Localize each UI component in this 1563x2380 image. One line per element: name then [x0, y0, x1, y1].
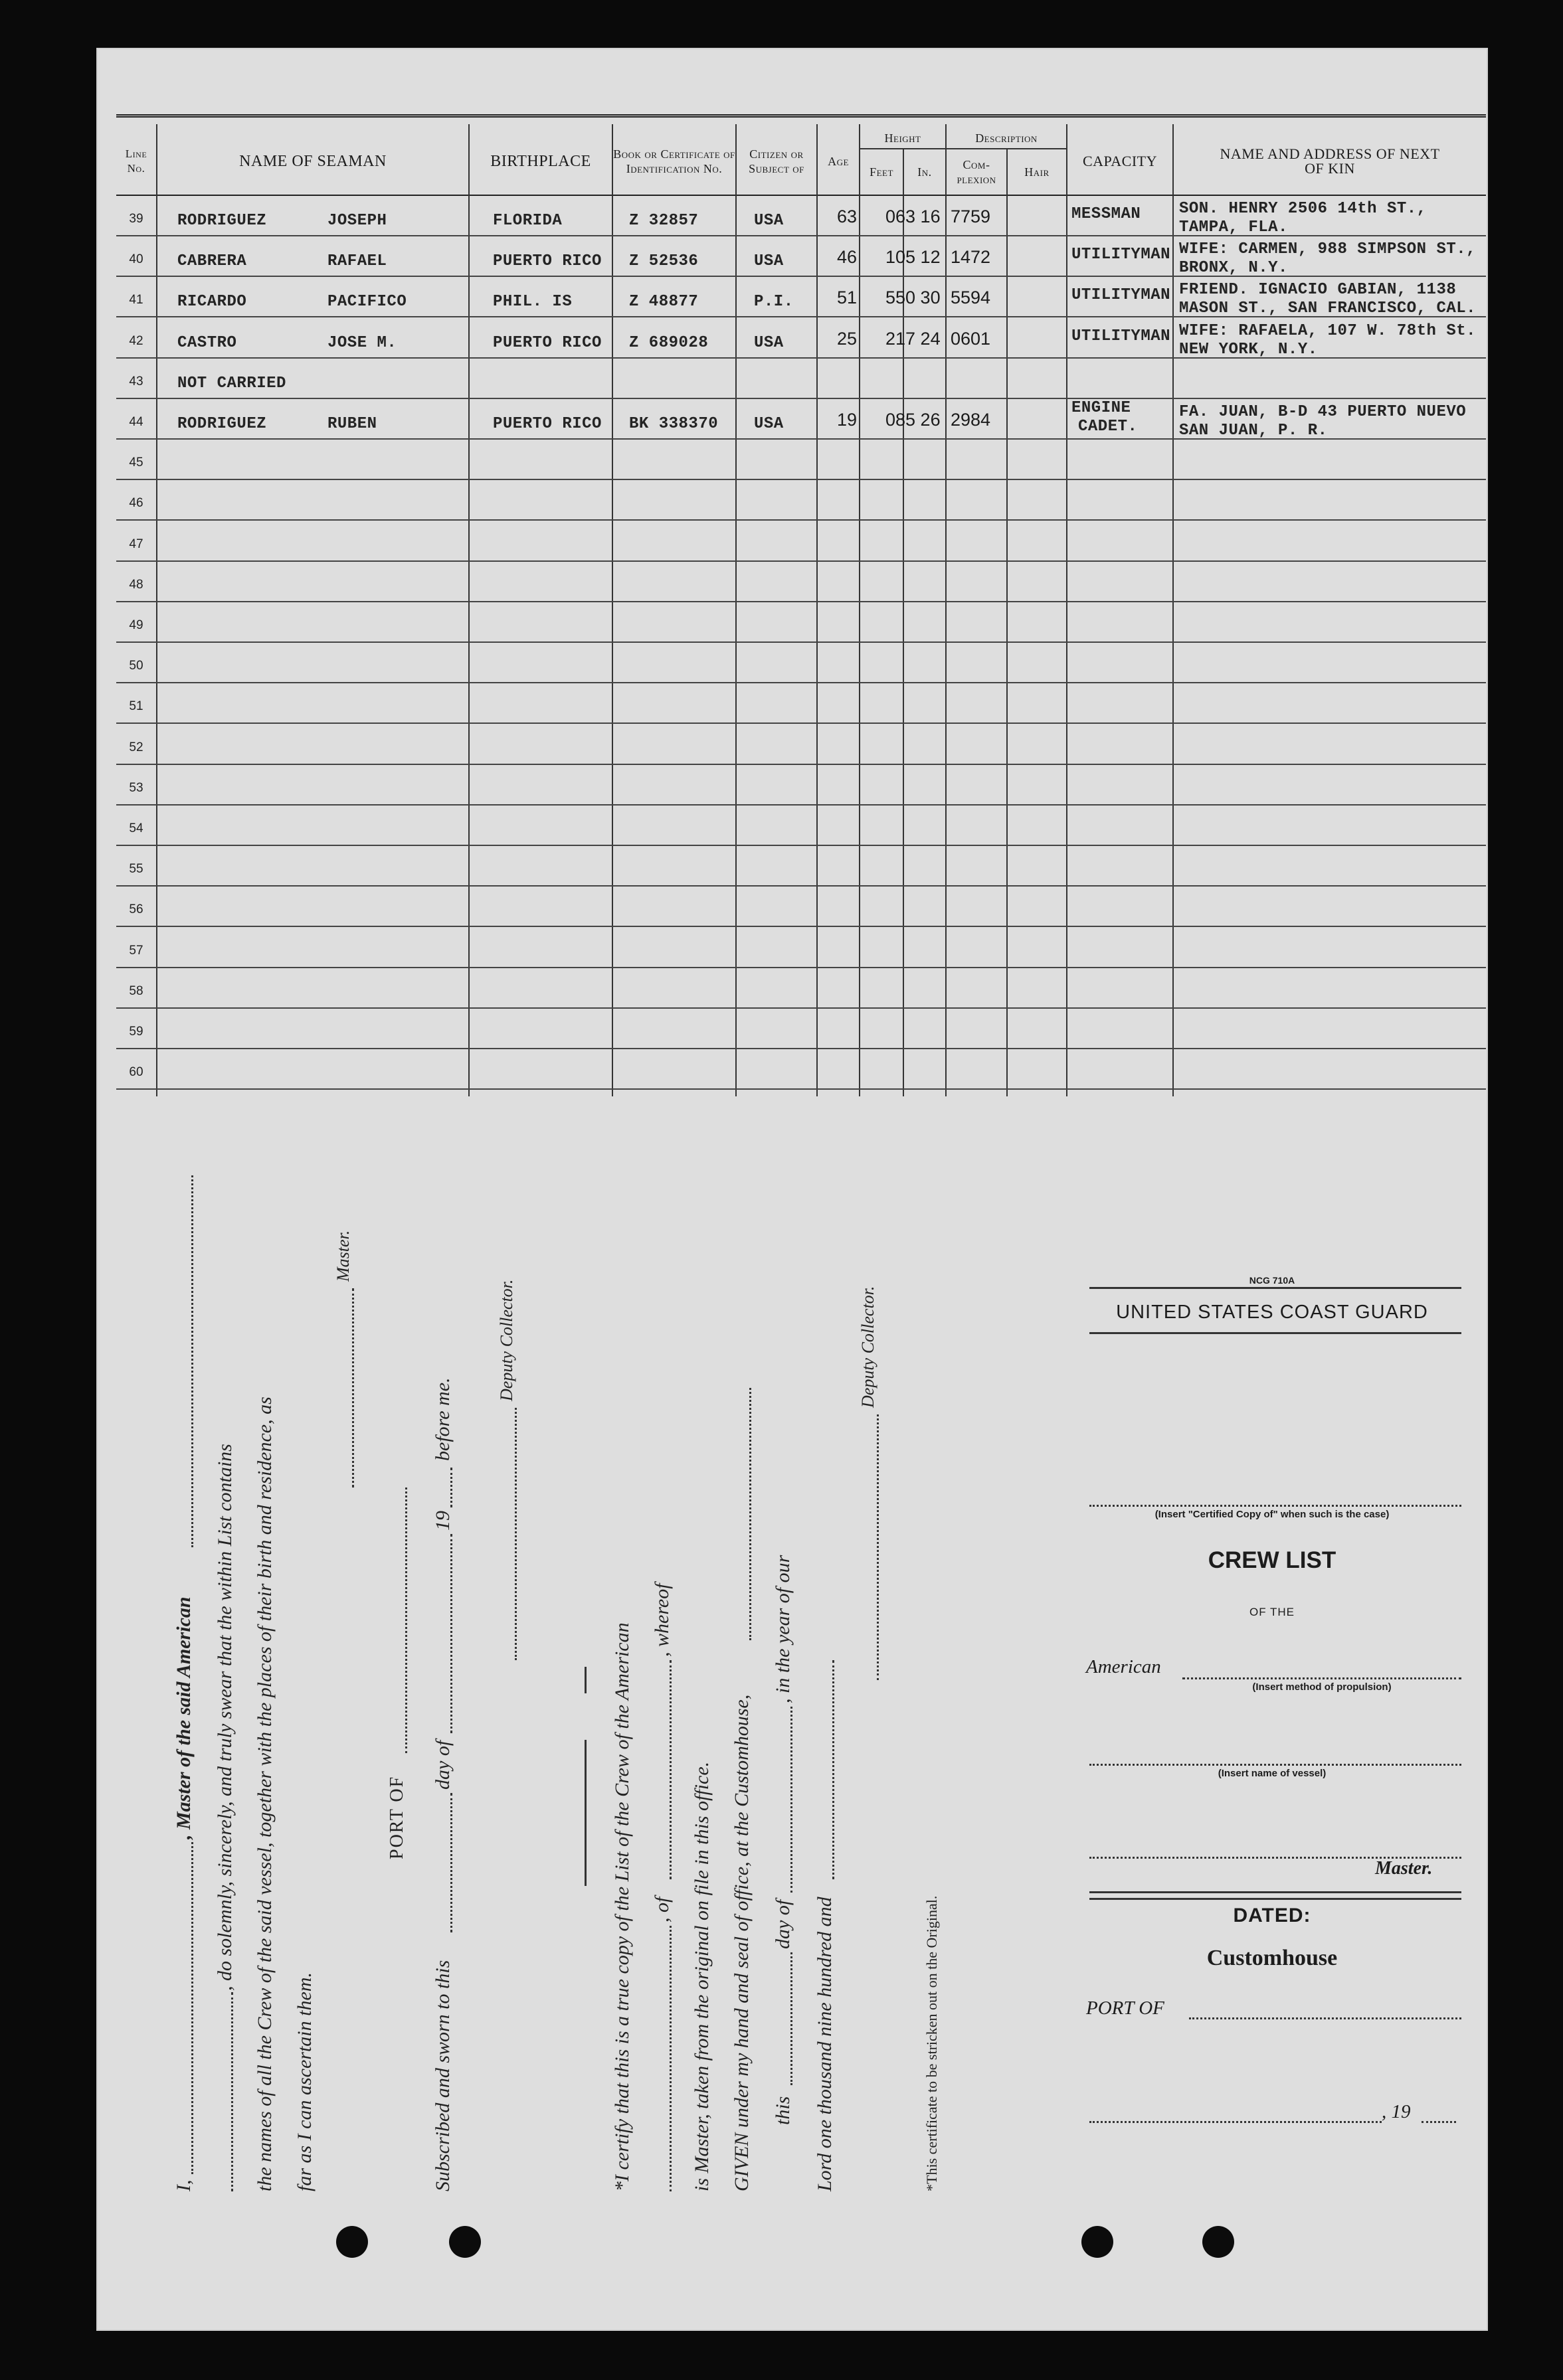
- certify-line-1: *I certify that this is a true copy of the List of the Crew of the American: [611, 1622, 633, 2191]
- line-number: 51: [129, 699, 143, 714]
- cell-compl: 0601: [951, 328, 991, 349]
- master-signature-blank: [352, 1288, 354, 1488]
- insert-certified-note: (Insert "Certified Copy of" when such is the case): [1154, 1509, 1390, 1520]
- cell-capacity: UTILITYMAN: [1071, 246, 1171, 264]
- cell-book: Z 689028: [629, 333, 709, 352]
- day-of-label: day of: [432, 1740, 454, 1790]
- agency-name: UNITED STATES COAST GUARD: [1116, 1302, 1428, 1323]
- oath-line-4: far as I can ascertain them.: [294, 1972, 316, 2191]
- cell-first: JOSEPH: [327, 212, 387, 230]
- port-of-blank: [405, 1488, 407, 1753]
- master-label-cover: Master.: [1375, 1858, 1433, 1879]
- cell-citizen: USA: [754, 415, 784, 433]
- table-row: [116, 438, 1486, 480]
- table-row: [116, 967, 1486, 1009]
- line-number: 55: [129, 862, 143, 877]
- certified-copy-blank: [1089, 1505, 1461, 1507]
- cell-kin1: WIFE: CARMEN, 988 SIMPSON ST.,: [1179, 240, 1477, 259]
- propulsion-blank: [1182, 1677, 1461, 1679]
- punch-hole: [1081, 2226, 1113, 2258]
- header-name: NAME OF SEAMAN: [239, 153, 387, 170]
- cell-feet-in: 085 26: [885, 410, 941, 430]
- table-row: [116, 317, 1486, 359]
- certify-line-3: is Master, taken from the original on file in this office.: [691, 1761, 713, 2191]
- cell-last: CASTRO: [177, 333, 237, 352]
- this-label: this: [772, 2096, 794, 2125]
- deputy2-signature-blank: [877, 1414, 879, 1680]
- customhouse-label: Customhouse: [1206, 1946, 1338, 1970]
- given-day-of-label: day of: [772, 1899, 794, 1949]
- cell-kin1: FRIEND. IGNACIO GABIAN, 1138: [1179, 281, 1457, 299]
- line-number: 49: [129, 618, 143, 632]
- cell-age: 63: [837, 207, 858, 226]
- subscribed-label: Subscribed and sworn to this: [432, 1960, 454, 2191]
- cell-citizen: USA: [754, 212, 784, 230]
- header-capacity: CAPACITY: [1083, 153, 1157, 169]
- cover-panel-lower: [1083, 1806, 1461, 2045]
- crew-table: [116, 114, 1486, 1096]
- line-number: 53: [129, 780, 143, 795]
- line-number: 56: [129, 902, 143, 917]
- cell-feet-in: 105 12: [885, 247, 941, 268]
- vessel-name-blank: [191, 1175, 193, 1547]
- line-number: 44: [129, 415, 143, 429]
- header-feet: Feet: [870, 165, 893, 179]
- separator-rule-short: [585, 1667, 587, 1693]
- header-height: Height: [884, 131, 921, 145]
- master-name-blank: [191, 1842, 193, 2174]
- given-month-blank: [790, 1707, 792, 1893]
- cell-kin2: BRONX, N.Y.: [1179, 259, 1288, 278]
- deputy-collector-2-label: Deputy Collector.: [858, 1286, 877, 1408]
- cell-last: RODRIGUEZ: [177, 212, 267, 230]
- cover-panel: [1083, 1275, 1461, 1806]
- table-row: [116, 804, 1486, 846]
- year-of-our-label: , in the year of our: [772, 1555, 794, 1703]
- certify-whereof-label: , whereof: [651, 1583, 673, 1657]
- table-row: [116, 398, 1486, 440]
- cell-kin2: TAMPA, FLA.: [1179, 218, 1288, 236]
- cell-last: RICARDO: [177, 293, 247, 311]
- oath-line-2: , do solemnly, sincerely, and truly swear that the within List contains: [214, 1444, 236, 1991]
- line-number: 41: [129, 293, 143, 307]
- cell-birthplace: PUERTO RICO: [493, 333, 602, 352]
- cell-citizen: USA: [754, 333, 784, 352]
- cell-book: BK 338370: [629, 415, 719, 433]
- deputy-signature-blank: [515, 1408, 517, 1660]
- oath-line-3: the names of all the Crew of the said vessel, together with the places of their birth and residence, as: [254, 1397, 276, 2191]
- cell-birthplace: PUERTO RICO: [493, 415, 602, 433]
- line-number: 60: [129, 1065, 143, 1080]
- header-citizen: Citizen or Subject of: [749, 147, 804, 175]
- header-birthplace: BIRTHPLACE: [490, 153, 591, 170]
- cell-last: CABRERA: [177, 252, 247, 271]
- cell-compl: 1472: [951, 247, 991, 268]
- certify-port-blank: [670, 1660, 672, 1879]
- punch-hole: [336, 2226, 368, 2258]
- cell-feet-in: 217 24: [885, 328, 941, 349]
- line-number: 39: [129, 212, 143, 226]
- line-number: 54: [129, 821, 143, 835]
- cell-compl: 5594: [951, 288, 991, 308]
- cell-age: 19: [837, 410, 858, 430]
- insert-vessel-note: (Insert name of vessel): [1218, 1768, 1327, 1779]
- cell-book: Z 48877: [629, 293, 699, 311]
- cell-last: RODRIGUEZ: [177, 415, 267, 433]
- table-row: [116, 764, 1486, 806]
- table-row: [116, 560, 1486, 602]
- table-row: [116, 276, 1486, 317]
- year-blank-cover: [1422, 2121, 1456, 2123]
- master-signature-label: Master.: [333, 1230, 353, 1282]
- oath-certificate: [159, 1155, 957, 2191]
- line-number: 42: [129, 333, 143, 348]
- oath-line-1-start: I,: [173, 2179, 195, 2191]
- footnote: *This certificate to be stricken out on the Original.: [923, 1895, 940, 2191]
- vessel-name-blank-cover: [1089, 1764, 1461, 1766]
- cell-first: RAFAEL: [327, 252, 387, 271]
- cell-capacity: MESSMAN: [1071, 205, 1141, 223]
- table-row: [116, 195, 1486, 236]
- line-number: 47: [129, 537, 143, 551]
- cell-last: NOT CARRIED: [177, 374, 286, 392]
- cover-rule: [1089, 1332, 1461, 1334]
- cell-book: Z 32857: [629, 212, 699, 230]
- port-of-label-cover: PORT OF: [1086, 1998, 1164, 2019]
- header-next-of-kin: NAME AND ADDRESS OF NEXT OF KIN: [1220, 145, 1440, 177]
- customhouse-blank: [749, 1388, 751, 1640]
- cell-age: 51: [837, 288, 858, 308]
- dated-label: DATED:: [1233, 1905, 1311, 1926]
- insert-method-note: (Insert method of propulsion): [1252, 1681, 1392, 1693]
- table-row: [116, 520, 1486, 562]
- line-number: 50: [129, 659, 143, 673]
- table-row: [116, 235, 1486, 277]
- cell-capacity: UTILITYMAN: [1071, 327, 1171, 345]
- american-label: American: [1086, 1656, 1161, 1677]
- header-age: Age: [828, 155, 849, 168]
- table-row: [116, 1007, 1486, 1049]
- line-number: 46: [129, 496, 143, 511]
- cell-kin1: FA. JUAN, B-D 43 PUERTO NUEVO: [1179, 403, 1467, 421]
- cell-feet-in: 063 16: [885, 207, 941, 226]
- cover-rule: [1089, 1287, 1461, 1289]
- line-number: 48: [129, 577, 143, 592]
- header-line-no: Line No.: [125, 147, 147, 175]
- given-day-blank: [790, 1952, 792, 2085]
- before-me-label: before me.: [432, 1377, 454, 1461]
- cell-compl: 7759: [951, 207, 991, 226]
- cover-double-rule: [1089, 1891, 1461, 1900]
- punch-hole: [449, 2226, 481, 2258]
- form-number: NCG 710A: [1249, 1275, 1295, 1286]
- certify-of-label: , of: [651, 1897, 673, 1922]
- cell-birthplace: FLORIDA: [493, 212, 563, 230]
- cell-kin1: SON. HENRY 2506 14th ST.,: [1179, 200, 1427, 218]
- cell-capacity: UTILITYMAN: [1071, 286, 1171, 305]
- table-row: [116, 641, 1486, 683]
- oath-line-1-end: , Master of the said American: [173, 1596, 195, 1839]
- table-row: [116, 357, 1486, 399]
- header-inches: In.: [917, 165, 932, 179]
- port-blank: [231, 1992, 233, 2191]
- cell-capacity-2: CADET.: [1078, 418, 1138, 436]
- deputy-collector-label: Deputy Collector.: [497, 1279, 516, 1401]
- line-number: 40: [129, 252, 143, 267]
- cell-birthplace: PUERTO RICO: [493, 252, 602, 271]
- year-19-cover: , 19: [1382, 2101, 1411, 2122]
- cell-age: 46: [837, 247, 858, 268]
- cell-age: 25: [837, 328, 858, 349]
- cell-first: PACIFICO: [327, 293, 407, 311]
- year-19-label: 19: [432, 1511, 454, 1531]
- cell-kin2: SAN JUAN, P. R.: [1179, 422, 1328, 440]
- line-number: 59: [129, 1025, 143, 1039]
- separator-rule: [585, 1740, 587, 1886]
- lord-year-blank: [832, 1660, 834, 1879]
- subscribed-day-blank: [450, 1793, 452, 1932]
- date-blank-cover: [1089, 2121, 1382, 2123]
- crew-list-title: CREW LIST: [1208, 1547, 1336, 1573]
- header-hair: Hair: [1024, 165, 1050, 179]
- cell-kin2: MASON ST., SAN FRANCISCO, CAL.: [1179, 299, 1477, 318]
- table-row: [116, 885, 1486, 927]
- punch-hole: [1202, 2226, 1234, 2258]
- cell-kin2: NEW YORK, N.Y.: [1179, 340, 1318, 359]
- header-complexion: Com-plexion: [957, 158, 996, 186]
- table-row: [116, 1048, 1486, 1090]
- cell-compl: 2984: [951, 410, 991, 430]
- header-book: Book or Certificate of Identification No.: [613, 147, 735, 175]
- table-row: [116, 926, 1486, 968]
- line-number: 43: [129, 374, 143, 388]
- cell-book: Z 52536: [629, 252, 699, 271]
- port-of-label: PORT OF: [387, 1775, 407, 1859]
- header-description: Description: [975, 131, 1038, 145]
- certify-vessel-blank: [670, 1926, 672, 2191]
- port-blank-cover: [1189, 2017, 1461, 2019]
- certify-line-4: GIVEN under my hand and seal of office, at the Customhouse,: [731, 1694, 753, 2191]
- table-row: [116, 682, 1486, 724]
- table-row: [116, 479, 1486, 521]
- cell-first: RUBEN: [327, 415, 377, 433]
- line-number: 52: [129, 740, 143, 754]
- table-row: [116, 601, 1486, 643]
- table-row: [116, 845, 1486, 887]
- cell-citizen: P.I.: [754, 293, 794, 311]
- line-number: 45: [129, 456, 143, 470]
- lord-line: Lord one thousand nine hundred and: [814, 1897, 836, 2191]
- table-row: [116, 723, 1486, 765]
- subscribed-year-blank: [450, 1468, 452, 1507]
- cell-first: JOSE M.: [327, 333, 397, 352]
- cell-birthplace: PHIL. IS: [493, 293, 573, 311]
- line-number: 57: [129, 943, 143, 958]
- cell-citizen: USA: [754, 252, 784, 271]
- cell-capacity: ENGINE: [1071, 399, 1131, 417]
- cell-feet-in: 550 30: [885, 288, 941, 308]
- subscribed-month-blank: [450, 1534, 452, 1733]
- line-number: 58: [129, 983, 143, 998]
- cell-kin1: WIFE: RAFAELA, 107 W. 78th St.: [1179, 321, 1477, 340]
- of-the-label: OF THE: [1249, 1606, 1295, 1618]
